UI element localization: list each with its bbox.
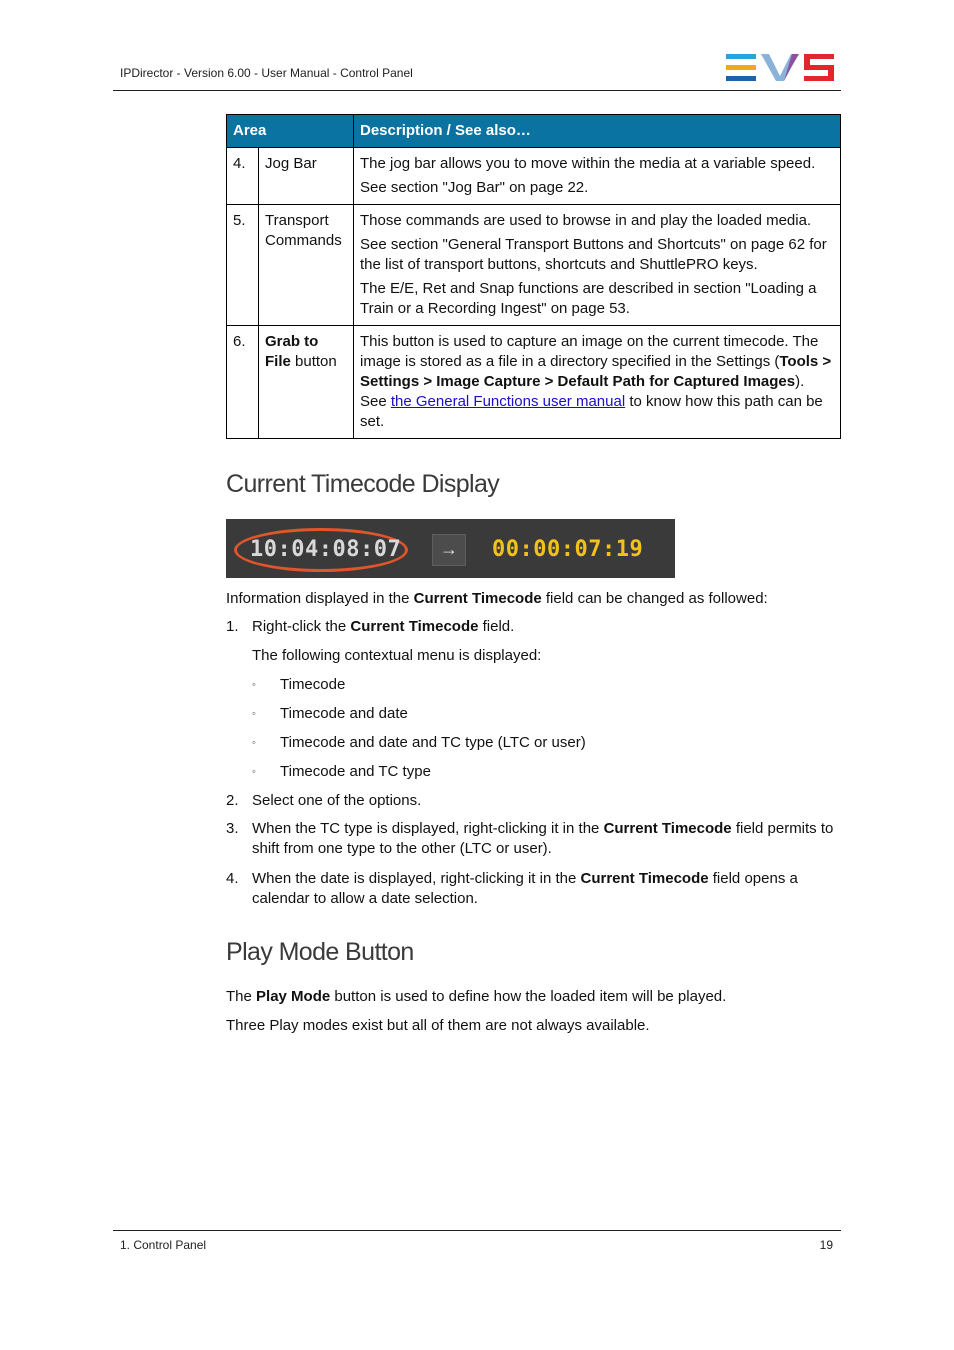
bullet-icon: ◦ xyxy=(252,679,256,691)
bold-term: Current Timecode xyxy=(350,618,479,635)
area-description-table xyxy=(226,114,841,439)
row-number: 4. xyxy=(227,148,259,205)
table-row xyxy=(227,326,841,439)
bold-term: Current Timecode xyxy=(580,870,709,887)
row-area-name: Transport Commands xyxy=(259,205,354,326)
bold-term: Play Mode xyxy=(256,988,331,1005)
footer-rule xyxy=(113,1230,841,1231)
step-subtext: The following contextual menu is displayed: xyxy=(252,647,542,664)
bullet-icon: ◦ xyxy=(252,708,256,720)
step-number: 2. xyxy=(226,792,239,809)
step-number: 3. xyxy=(226,820,239,837)
description-text: to know how this path can be set. xyxy=(360,393,823,430)
arrow-icon: → xyxy=(432,534,466,566)
header-area: Area xyxy=(227,115,354,148)
bullet-icon: ◦ xyxy=(252,766,256,778)
text: field. xyxy=(478,618,515,635)
description-text: ). See xyxy=(360,373,805,410)
text: When the date is displayed, right-clicking it in the xyxy=(252,870,581,887)
step-text xyxy=(252,869,841,909)
step-text: Select one of the options. xyxy=(252,792,422,809)
row-area-name: Jog Bar xyxy=(259,148,354,205)
row-number: 5. xyxy=(227,205,259,326)
table-row xyxy=(227,205,841,326)
step-text xyxy=(252,617,841,637)
row-area-name xyxy=(259,326,354,439)
menu-option: Timecode and TC type xyxy=(280,763,431,780)
row-description xyxy=(354,326,841,439)
page-number: 19 xyxy=(819,1238,833,1252)
section-heading-play-mode: Play Mode Button xyxy=(226,938,414,966)
text: field permits to shift from one type to the other (LTC or user). xyxy=(252,820,834,857)
area-name-suffix: button xyxy=(290,353,337,370)
header-rule xyxy=(113,90,841,91)
text: The xyxy=(226,988,257,1005)
play-mode-paragraph: Three Play modes exist but all of them are not always available. xyxy=(226,1017,650,1034)
timecode-display-screenshot xyxy=(226,519,675,578)
see-also-text: The E/E, Ret and Snap functions are described in section "Loading a Train or a Recording Ingest" on page 53. xyxy=(360,280,817,317)
evs-logo xyxy=(726,54,834,82)
text: field can be changed as followed: xyxy=(541,590,768,607)
see-also-text: See section "Jog Bar" on page 22. xyxy=(360,179,589,196)
table-header-row xyxy=(227,115,841,148)
bullet-icon: ◦ xyxy=(252,737,256,749)
area-name-bold: Grab to File xyxy=(265,333,319,370)
text: When the TC type is displayed, right-clicking it in the xyxy=(252,820,604,837)
page-header-title: IPDirector - Version 6.00 - User Manual - Control Panel xyxy=(120,66,413,80)
menu-option: Timecode and date and TC type (LTC or user) xyxy=(280,734,586,751)
section-heading-current-timecode: Current Timecode Display xyxy=(226,470,500,498)
header-description: Description / See also… xyxy=(354,115,841,148)
text: Right-click the xyxy=(252,618,351,635)
description-text: This button is used to capture an image on the current timecode. The image is stored as a file in a directory specified in the Settings ( xyxy=(360,333,819,370)
step-text xyxy=(252,819,841,859)
step-number: 1. xyxy=(226,618,239,635)
menu-option: Timecode and date xyxy=(280,705,408,722)
current-timecode-field: 10:04:08:07 xyxy=(250,537,402,562)
play-mode-paragraph xyxy=(226,987,841,1007)
table-row xyxy=(227,148,841,205)
see-also-text: See section "General Transport Buttons and Shortcuts" on page 62 for the list of transport buttons, shortcuts and ShuttlePRO keys. xyxy=(360,236,827,273)
bold-term: Current Timecode xyxy=(603,820,732,837)
footer-chapter: 1. Control Panel xyxy=(120,1238,207,1252)
description-text: Those commands are used to browse in and play the loaded media. xyxy=(360,212,812,229)
text: Information displayed in the xyxy=(226,590,414,607)
elapsed-timecode-field: 00:00:07:19 xyxy=(492,537,644,562)
intro-paragraph xyxy=(226,589,841,609)
menu-option: Timecode xyxy=(280,676,346,693)
text: field opens a calendar to allow a date selection. xyxy=(252,870,798,907)
row-number: 6. xyxy=(227,326,259,439)
row-description xyxy=(354,148,841,205)
text: button is used to define how the loaded item will be played. xyxy=(330,988,727,1005)
bold-term: Current Timecode xyxy=(413,590,542,607)
settings-path: Tools > Settings > Image Capture > Default Path for Captured Images xyxy=(360,353,832,390)
row-description xyxy=(354,205,841,326)
description-text: The jog bar allows you to move within the media at a variable speed. xyxy=(360,155,816,172)
step-number: 4. xyxy=(226,870,239,887)
general-functions-manual-link[interactable]: the General Functions user manual xyxy=(390,393,626,410)
